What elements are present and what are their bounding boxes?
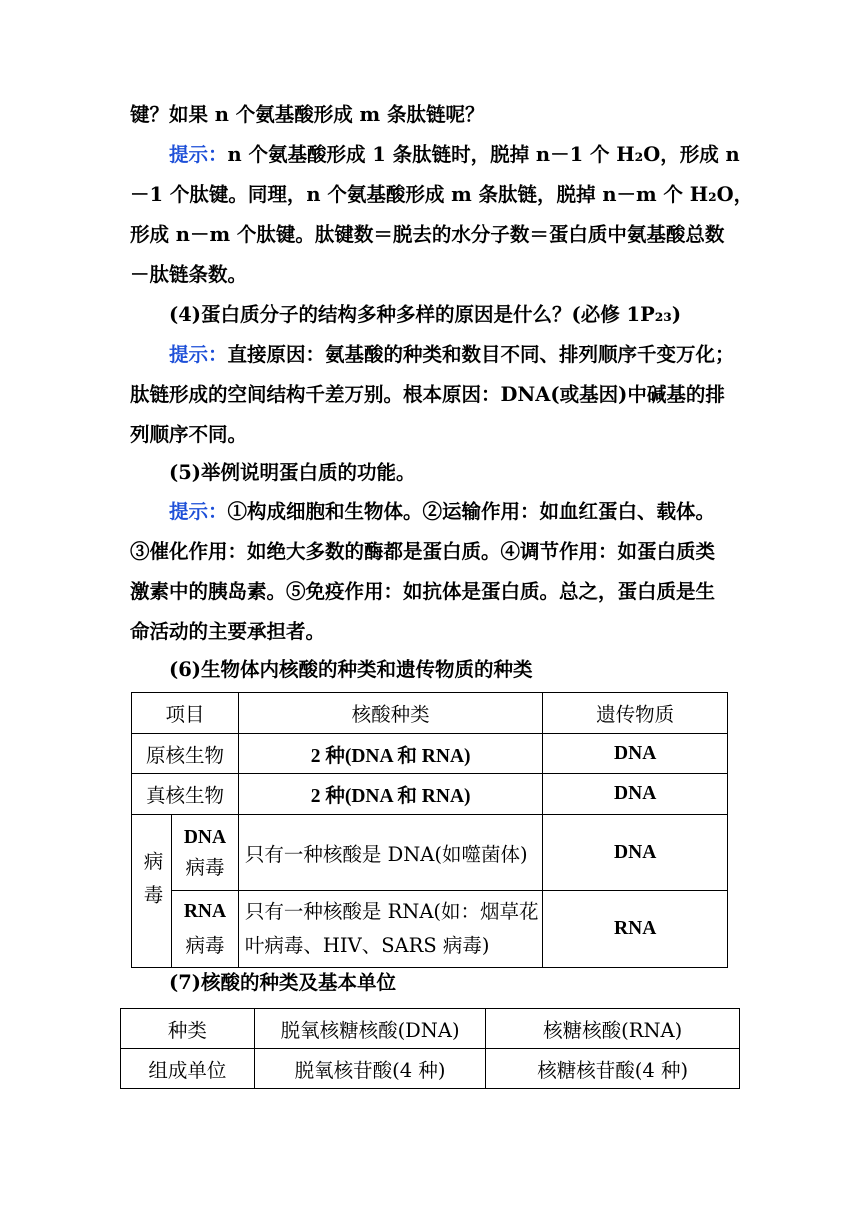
virus-type-cell xyxy=(171,891,238,968)
answer-text: ③催化作用：如绝大多数的酶都是蛋白质。④调节作用：如蛋白质类 xyxy=(130,540,716,563)
answer-text: 列顺序不同。 xyxy=(130,423,248,446)
question-text: (5)举例说明蛋白质的功能。 xyxy=(169,461,416,484)
nucleic-acid-table xyxy=(131,692,728,968)
unit-cell: 核糖核苷酸(4 种) xyxy=(486,1049,740,1089)
answer-text: 命活动的主要承担者。 xyxy=(130,620,326,643)
virus-type-line: 病毒 xyxy=(185,934,225,957)
hint-label: 提示： xyxy=(169,500,228,523)
answer-text: 激素中的胰岛素。⑤免疫作用：如抗体是蛋白质。总之，蛋白质是生 xyxy=(130,580,716,603)
material-cell: RNA xyxy=(543,891,728,968)
paragraph-q5 xyxy=(130,453,730,493)
kinds-cell xyxy=(238,891,542,968)
answer-text: －1 个肽键。同理，n 个氨基酸形成 m 条肽链，脱掉 n－m 个 H₂O， xyxy=(130,183,754,206)
question-text: (4)蛋白质分子的结构多种多样的原因是什么？(必修 1P₂₃) xyxy=(169,303,682,326)
table-row xyxy=(132,891,728,968)
question-text: (6)生物体内核酸的种类和遗传物质的种类 xyxy=(169,658,533,681)
answer-text: 直接原因：氨基酸的种类和数目不同、排列顺序千变万化； xyxy=(227,343,735,366)
table-header-row xyxy=(121,1009,740,1049)
paragraph-q4 xyxy=(130,295,730,335)
answer-text: 形成 n－m 个肽键。肽键数＝脱去的水分子数＝蛋白质中氨基酸总数 xyxy=(130,223,725,246)
table-row xyxy=(132,815,728,891)
virus-type-line: RNA xyxy=(183,901,227,922)
hint-label: 提示： xyxy=(169,343,228,366)
question-text: (7)核酸的种类及基本单位 xyxy=(169,971,397,994)
kinds-cell: 只有一种核酸是 DNA(如噬菌体) xyxy=(238,815,542,891)
table-header-row xyxy=(132,693,728,734)
header-cell: 核糖核酸(RNA) xyxy=(486,1009,740,1049)
answer-text: n 个氨基酸形成 1 条肽链时，脱掉 n－1 个 H₂O，形成 n xyxy=(227,143,740,166)
row-label-cell: 原核生物 xyxy=(132,734,239,774)
answer-text: 肽链形成的空间结构千差万别。根本原因：DNA(或基因)中碱基的排 xyxy=(130,383,725,406)
question-text: 键？如果 n 个氨基酸形成 m 条肽链呢？ xyxy=(130,103,485,126)
table-row xyxy=(121,1049,740,1089)
material-cell: DNA xyxy=(543,774,728,815)
material-cell: DNA xyxy=(543,815,728,891)
kinds-line: 叶病毒、HIV、SARS 病毒) xyxy=(244,934,490,957)
answer-text: ①构成细胞和生物体。②运输作用：如血红蛋白、载体。 xyxy=(227,500,716,523)
answer-text: －肽链条数。 xyxy=(130,263,248,286)
table-row xyxy=(132,734,728,774)
virus-group-label: 病毒 xyxy=(140,851,164,918)
paragraph-hint-3 xyxy=(130,135,754,295)
paragraph-hint-4 xyxy=(130,335,735,455)
unit-cell: 脱氧核苷酸(4 种) xyxy=(254,1049,486,1089)
paragraph-q6 xyxy=(130,650,730,690)
header-cell: 遗传物质 xyxy=(543,693,728,734)
header-cell: 项目 xyxy=(132,693,239,734)
kinds-cell: 2 种(DNA 和 RNA) xyxy=(238,774,542,815)
paragraph-q3-tail xyxy=(130,95,730,135)
material-cell: DNA xyxy=(543,734,728,774)
header-cell: 脱氧核糖核酸(DNA) xyxy=(254,1009,486,1049)
virus-group-cell xyxy=(132,815,172,968)
table-row xyxy=(132,774,728,815)
header-cell: 核酸种类 xyxy=(238,693,542,734)
paragraph-hint-5 xyxy=(130,492,730,652)
nucleic-acid-unit-table xyxy=(120,1008,740,1089)
kinds-line: 只有一种核酸是 RNA(如：烟草花 xyxy=(244,900,539,923)
row-label-cell: 真核生物 xyxy=(132,774,239,815)
hint-label: 提示： xyxy=(169,143,228,166)
kinds-cell: 2 种(DNA 和 RNA) xyxy=(238,734,542,774)
virus-type-cell xyxy=(171,815,238,891)
paragraph-q7 xyxy=(130,963,730,1003)
header-cell: 种类 xyxy=(121,1009,255,1049)
virus-type-line: 病毒 xyxy=(185,855,225,879)
virus-type-line: DNA xyxy=(183,826,227,848)
row-label-cell: 组成单位 xyxy=(121,1049,255,1089)
